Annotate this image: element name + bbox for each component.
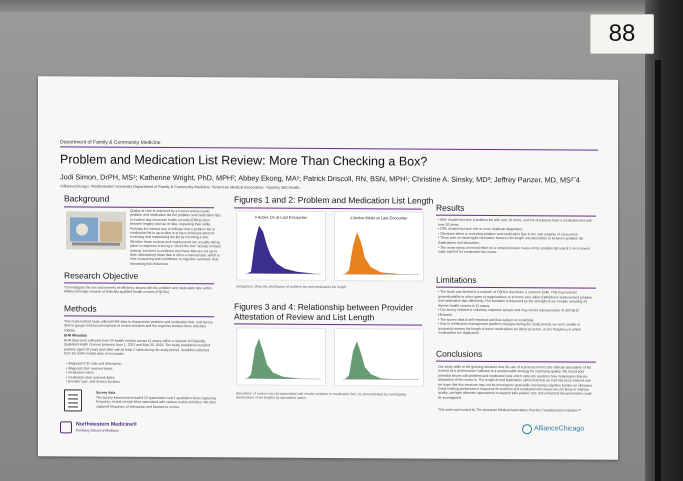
- figures-3-4-caption: Attestation of review was not associated with shorter problem or medication lists, as demonstrated by overlapping distributions of list lengths by attestation status: [236, 391, 407, 401]
- methods-bullet: • medication start and end dates: [66, 375, 206, 380]
- conclusions-text: Our study adds to the growing literature that the use of a process metric (the clinician attestation of list review) as a performance indicator is a questionable strategy for improving quality. We found poor potential issues with problem and medication lists which calls into question how meaningful clinician attestation of list review is. The length of and duplication within lists that we had has been tracked and we hope that this measure may not be meeting the goal while increasing cognitive burden on clinicians. Good existing performance measures for problem and medication list review are not likely to improve quality; perhaps alternate approaches to support safe patient care and enhanced documentation could be investigated.: [438, 364, 593, 400]
- objective-heading-line: [64, 282, 214, 284]
- header-rule: [60, 146, 598, 150]
- alliancechicago-logo: AllianceChicago: [534, 425, 585, 433]
- limitations-bullet: • The survey data is self-reported and thus subject to recall bias.: [438, 317, 594, 323]
- figures-1-2-heading-line: [234, 207, 422, 209]
- background-heading: Background: [64, 193, 110, 204]
- limitations-bullet: • Our survey enlisted a voluntary response sample and may not be representative of all FQHC clinicians.: [438, 308, 594, 318]
- research-objective-heading: Research Objective: [64, 270, 139, 281]
- board-frame-strip: [655, 60, 661, 481]
- limitations-bullet: • The study was limited to a network of FQHCs that share a common EHR. This may limit the generalizability to other types of organizations or to those who utilize EHRs/have implemented problem and medication lists differently. The limitation is balanced by the strength of our sample including 24 diverse health centers in 11 states.: [438, 290, 594, 309]
- survey-clipboard-icon: [64, 389, 82, 411]
- results-bullet: • There was no meaningful correlation between list length and attestation or between problem list duplications and attestation.: [438, 236, 594, 246]
- limitations-heading: Limitations: [436, 274, 477, 285]
- figure-3-distribution: [247, 339, 303, 379]
- methods-bullet: • diagnosis ICD code and description: [66, 361, 206, 366]
- figure-4-distribution: [345, 341, 401, 379]
- background-text: Quality of care is improved by a current and accurate problem and medication list but problem and medication lists in modern day electronic health records (EHRs) often become lengthy and out of date, impacting their utility. Perhaps the easiest way to indicate that a problem list or medication list is up-to-date is to have clinicians attest to reviewing and maintaining the list by checking a box. Whether these reviews and maintenance are actually taking place in response to being a "check the box" activity remains unclear, but there is evidence that these lists are not up-to-date. Maintaining these lists is often a manual task, which is time consuming and contributes to cognitive overload, thus increasing risk of burnout.: [130, 208, 221, 266]
- figure-1-histogram: [236, 210, 326, 281]
- figures-1-2-heading: Figures 1 and 2: Problem and Medication List Length: [234, 194, 434, 206]
- board-frame-right: [645, 0, 683, 481]
- poster-title: Problem and Medication List Review: More Than Checking a Box?: [60, 152, 428, 169]
- alliancechicago-logo-mark: [522, 424, 532, 434]
- methods-bullet: • medication name: [66, 371, 206, 376]
- ehr-metadata-text: EHR data were collected from 24 health centers across 11 states within a network of Federally Qualified Health Centers between June 1, 2021 and May 30, 2022. The study population included patients aged 18 years and older with at least 2 visits during the study period. Variables collected from the EHR include date of encounter:: [64, 338, 211, 356]
- figure-2-histogram: [334, 211, 424, 282]
- funding-note: This work was funded by The American Medical Association Practice Transformation Initiative™: [438, 407, 582, 413]
- limitations-heading-line: [436, 287, 596, 289]
- board-frame-top: [0, 0, 683, 12]
- northwestern-logo-mark: [60, 421, 72, 433]
- methods-heading-line: [64, 315, 214, 317]
- background-image: [66, 211, 126, 249]
- figures-3-4-heading: Figures 3 and 4: Relationship between Provider Attestation of Review and List Length: [234, 301, 414, 323]
- survey-data-text: The survey instrument included 22 quantitative and 1 qualitative items capturing frequency of and mental effort associated with various review activities. We also captured frequency of attestation and barriers to review.: [96, 395, 216, 409]
- limitations-bullet: • Due to medication management platform changes during the study period, we were unable to accurately assess the length of some medications we listed as active, or the frequency in which medications are duplicated.: [438, 322, 594, 337]
- results-heading-line: [436, 215, 596, 217]
- results-bullet: • 68% of patients have a problem list with over 10 items, and 5% of patients have a medication list with over 20 items.: [438, 218, 594, 228]
- poster-affiliations: ¹AllianceChicago; ²Northwestern University Department of Family & Community Medicine; ³American Medical Association; ⁴Spanny 360 Health: [60, 184, 300, 190]
- northwestern-sublabel: Feinberg School of Medicine: [76, 428, 119, 433]
- survey-data-label: Survey data: [96, 390, 116, 395]
- methods-bullet: • provider type, and service location: [66, 380, 206, 385]
- figure-2-distribution: [345, 232, 405, 274]
- figures-1-2-caption: Histograms show the distribution of problem list and medication list length: [236, 284, 347, 290]
- research-poster: [38, 76, 618, 460]
- methods-heading: Methods: [64, 303, 97, 314]
- figure-1-title: # Active Dx at Last Encounter: [254, 214, 308, 220]
- methods-bullet-list: [66, 361, 206, 385]
- results-heading: Results: [436, 202, 465, 213]
- department-label: Department of Family & Community Medicine: [60, 139, 161, 146]
- figure-3-density: [236, 327, 326, 386]
- figures-3-4-heading-line: [234, 323, 422, 325]
- poster-authors: Jodi Simon, DrPH, MS¹; Katherine Wright, PhD, MPH²; Abbey Ekong, MA¹; Patrick Driscoll, RN, BSN, MPH¹; Christine A. Sinsky, MD³; Jeffrey Panzer, MD, MS²˘4: [60, 172, 580, 185]
- figure-4-density: [334, 328, 424, 387]
- objective-text: To investigate the use and severity of efficiency issues with the problem and medication lists within AllianceChicago network of federally qualified health centers (FQHCs).: [64, 285, 212, 295]
- figure-2-title: # Active Meds at Last Encounter: [350, 215, 408, 221]
- methods-text: This multi-method study utilized EHR data to characterize problem and medication lists, and survey data to gauge clinician perceptions of review activities and the cognitive burden these activities impose.: [64, 319, 213, 333]
- results-bullet-list: [438, 218, 594, 256]
- methods-bullet: • diagnosis start and end dates: [66, 366, 206, 371]
- conclusions-heading-line: [436, 361, 596, 363]
- figure-1-distribution: [247, 226, 317, 274]
- limitations-bullet-list: [438, 290, 594, 337]
- poster-number-card: 88: [590, 14, 654, 54]
- results-bullet: • 23% of patients have one or more duplicate diagnoses.: [438, 227, 594, 233]
- results-bullet: • Clinicians attest to reviewing problem and medication lists in the vast majority of encounters.: [438, 231, 594, 237]
- northwestern-logo: Northwestern Medicine®: [76, 421, 137, 428]
- conclusions-heading: Conclusions: [436, 348, 483, 359]
- ehr-metadata-label: EHR Metadata: [64, 333, 87, 338]
- results-bullet: • The mean rating of mental effort for a comprehensive review of the problem list was 8.3 on a 9-point scale and 8.0 for medication list review.: [438, 245, 594, 255]
